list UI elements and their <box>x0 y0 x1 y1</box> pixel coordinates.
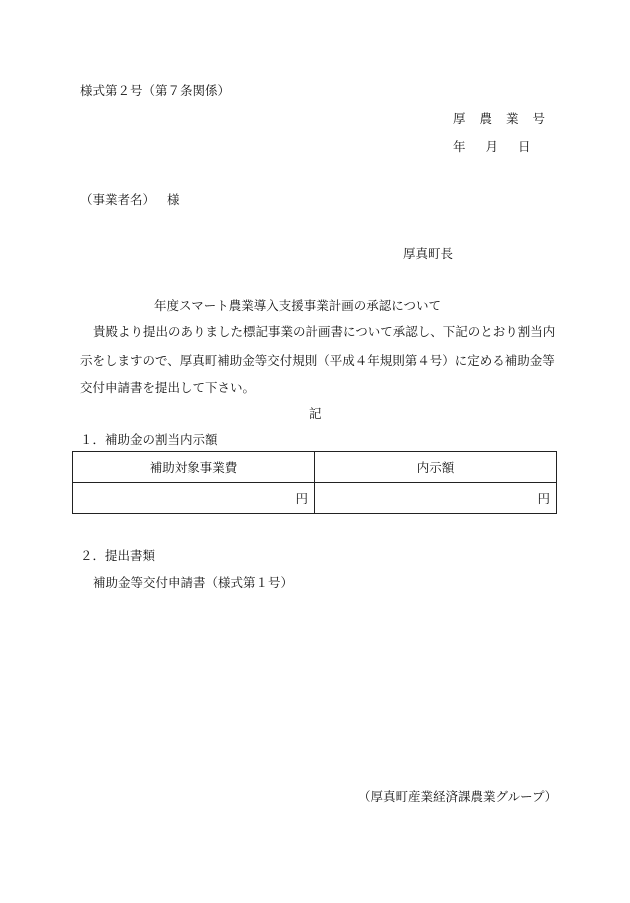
date-year: 年 <box>453 139 466 154</box>
recipient-honorific: 様 <box>167 192 180 207</box>
subject-title: 年度スマート農業導入支援事業計画の承認について <box>154 298 442 313</box>
allocation-table <box>72 451 557 514</box>
document-date <box>453 139 531 155</box>
doc-number-char: 業 <box>506 111 519 126</box>
table-header-row <box>73 452 557 483</box>
doc-number-char: 厚 <box>453 111 466 126</box>
form-label: 様式第２号（第７条関係） <box>80 83 231 98</box>
recipient <box>80 192 180 208</box>
doc-number-char: 号 <box>532 111 546 126</box>
section-2-item: 補助金等交付申請書（様式第１号） <box>93 575 294 590</box>
table-header-cell: 内示額 <box>315 452 557 483</box>
sender: 厚真町長 <box>403 246 454 261</box>
body-line: 示をしますので、厚真町補助金等交付規則（平成４年規則第４号）に定める補助金等 <box>80 353 555 368</box>
footer-department: （厚真町産業経済課農業グループ） <box>358 789 558 804</box>
table-cell-amount: 円 <box>73 483 315 514</box>
body-line: 交付申請書を提出して下さい。 <box>80 380 256 395</box>
doc-number-char: 農 <box>479 111 493 126</box>
table-cell-amount: 円 <box>315 483 557 514</box>
document-number <box>453 111 545 127</box>
section-2-heading: ２．提出書類 <box>80 548 156 563</box>
table-row <box>73 483 557 514</box>
date-day: 日 <box>518 139 531 154</box>
section-1-heading: １．補助金の割当内示額 <box>80 432 218 447</box>
body-line: 貴殿より提出のありました標記事業の計画書について承認し、下記のとおり割当内 <box>93 324 556 339</box>
recipient-name: （事業者名） <box>80 192 156 207</box>
table-header-cell: 補助対象事業費 <box>73 452 315 483</box>
date-month: 月 <box>485 139 499 154</box>
ki-mark: 記 <box>309 406 322 421</box>
